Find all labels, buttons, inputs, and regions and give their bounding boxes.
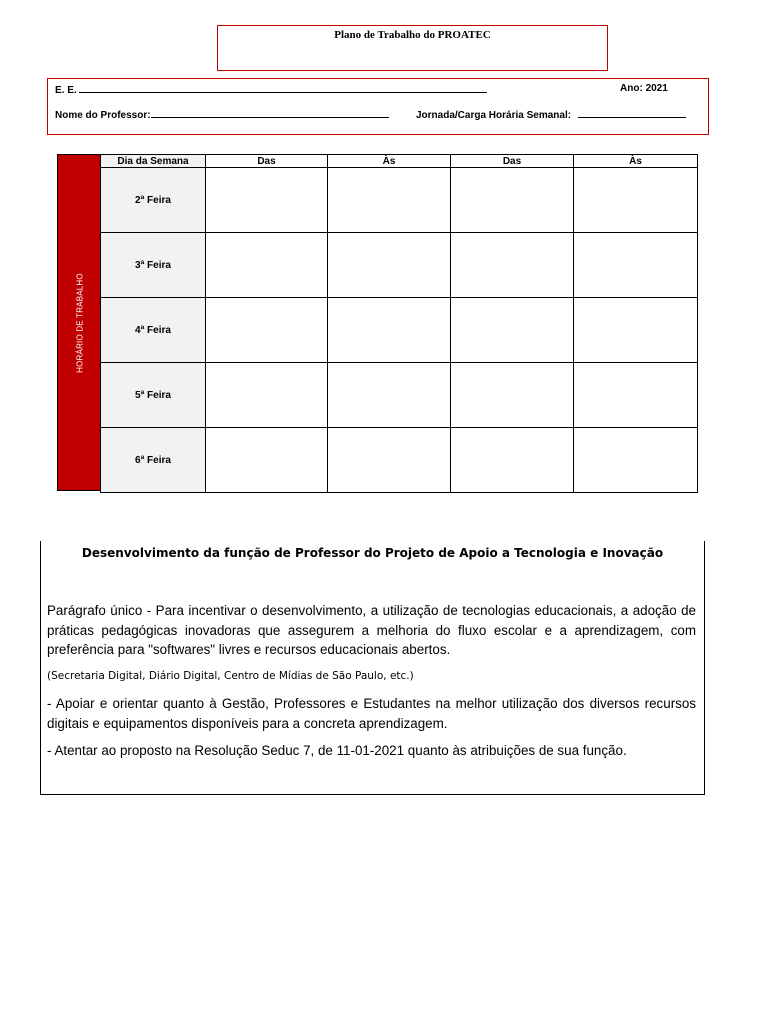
professor-field[interactable]	[151, 108, 389, 118]
description-box	[40, 541, 705, 795]
digital-note: (Secretaria Digital, Diário Digital, Centro de Mídias de São Paulo, etc.)	[47, 670, 414, 682]
col-header: Das	[451, 155, 574, 168]
time-cell[interactable]	[451, 428, 574, 493]
time-cell[interactable]	[206, 233, 328, 298]
ee-field[interactable]	[79, 83, 487, 93]
day-cell: 4ª Feira	[101, 298, 206, 363]
info-box	[47, 78, 709, 135]
ano-line	[620, 83, 668, 94]
col-header: Às	[328, 155, 451, 168]
ee-label: E. E.	[55, 85, 77, 96]
description-heading: Desenvolvimento da função de Professor do Projeto de Apoio a Tecnologia e Inovação	[81, 546, 664, 560]
schedule-table	[57, 154, 697, 491]
jornada-field[interactable]	[578, 108, 686, 118]
time-cell[interactable]	[206, 428, 328, 493]
schedule-grid	[100, 154, 698, 493]
paragraph-atentar: - Atentar ao proposto na Resolução Seduc 7, de 11-01-2021 quanto às atribuições de sua função.	[47, 743, 627, 758]
title-box	[217, 25, 608, 71]
time-cell[interactable]	[328, 168, 451, 233]
time-cell[interactable]	[451, 363, 574, 428]
table-row	[101, 363, 698, 428]
day-cell: 2ª Feira	[101, 168, 206, 233]
time-cell[interactable]	[574, 233, 698, 298]
time-cell[interactable]	[574, 168, 698, 233]
table-row	[101, 233, 698, 298]
table-row	[101, 428, 698, 493]
paragraph-unico: Parágrafo único - Para incentivar o desenvolvimento, a utilização de tecnologias educacionais, a adoção de práticas pedagógicas inovadoras que assegurem a melhoria do fluxo escolar e a aprendizagem, com preferência para "softwares" livres e recursos educacionais abertos.	[47, 603, 696, 657]
time-cell[interactable]	[451, 168, 574, 233]
time-cell[interactable]	[451, 298, 574, 363]
time-cell[interactable]	[574, 428, 698, 493]
document-title: Plano de Trabalho do PROATEC	[334, 29, 491, 41]
day-cell: 5ª Feira	[101, 363, 206, 428]
col-header: Das	[206, 155, 328, 168]
side-label-text: HORÁRIO DE TRABALHO	[75, 273, 85, 373]
jornada-label: Jornada/Carga Horária Semanal:	[416, 110, 572, 121]
time-cell[interactable]	[328, 363, 451, 428]
time-cell[interactable]	[328, 298, 451, 363]
professor-line	[55, 108, 389, 121]
day-cell: 3ª Feira	[101, 233, 206, 298]
time-cell[interactable]	[328, 233, 451, 298]
time-cell[interactable]	[451, 233, 574, 298]
ee-line	[55, 83, 487, 96]
professor-label: Nome do Professor:	[55, 110, 151, 121]
time-cell[interactable]	[206, 363, 328, 428]
time-cell[interactable]	[574, 298, 698, 363]
time-cell[interactable]	[206, 298, 328, 363]
paragraph-apoiar: - Apoiar e orientar quanto à Gestão, Professores e Estudantes na melhor utilização dos diversos recursos digitais e equipamentos disponíveis para a concreta aprendizagem.	[47, 696, 696, 731]
time-cell[interactable]	[328, 428, 451, 493]
side-label-band	[57, 154, 101, 491]
day-cell: 6ª Feira	[101, 428, 206, 493]
col-header: Dia da Semana	[101, 155, 206, 168]
time-cell[interactable]	[574, 363, 698, 428]
ano-value: 2021	[645, 83, 668, 94]
header-row	[101, 155, 698, 168]
jornada-line	[416, 108, 686, 121]
table-row	[101, 168, 698, 233]
col-header: Às	[574, 155, 698, 168]
table-row	[101, 298, 698, 363]
ano-label: Ano:	[620, 83, 643, 94]
time-cell[interactable]	[206, 168, 328, 233]
